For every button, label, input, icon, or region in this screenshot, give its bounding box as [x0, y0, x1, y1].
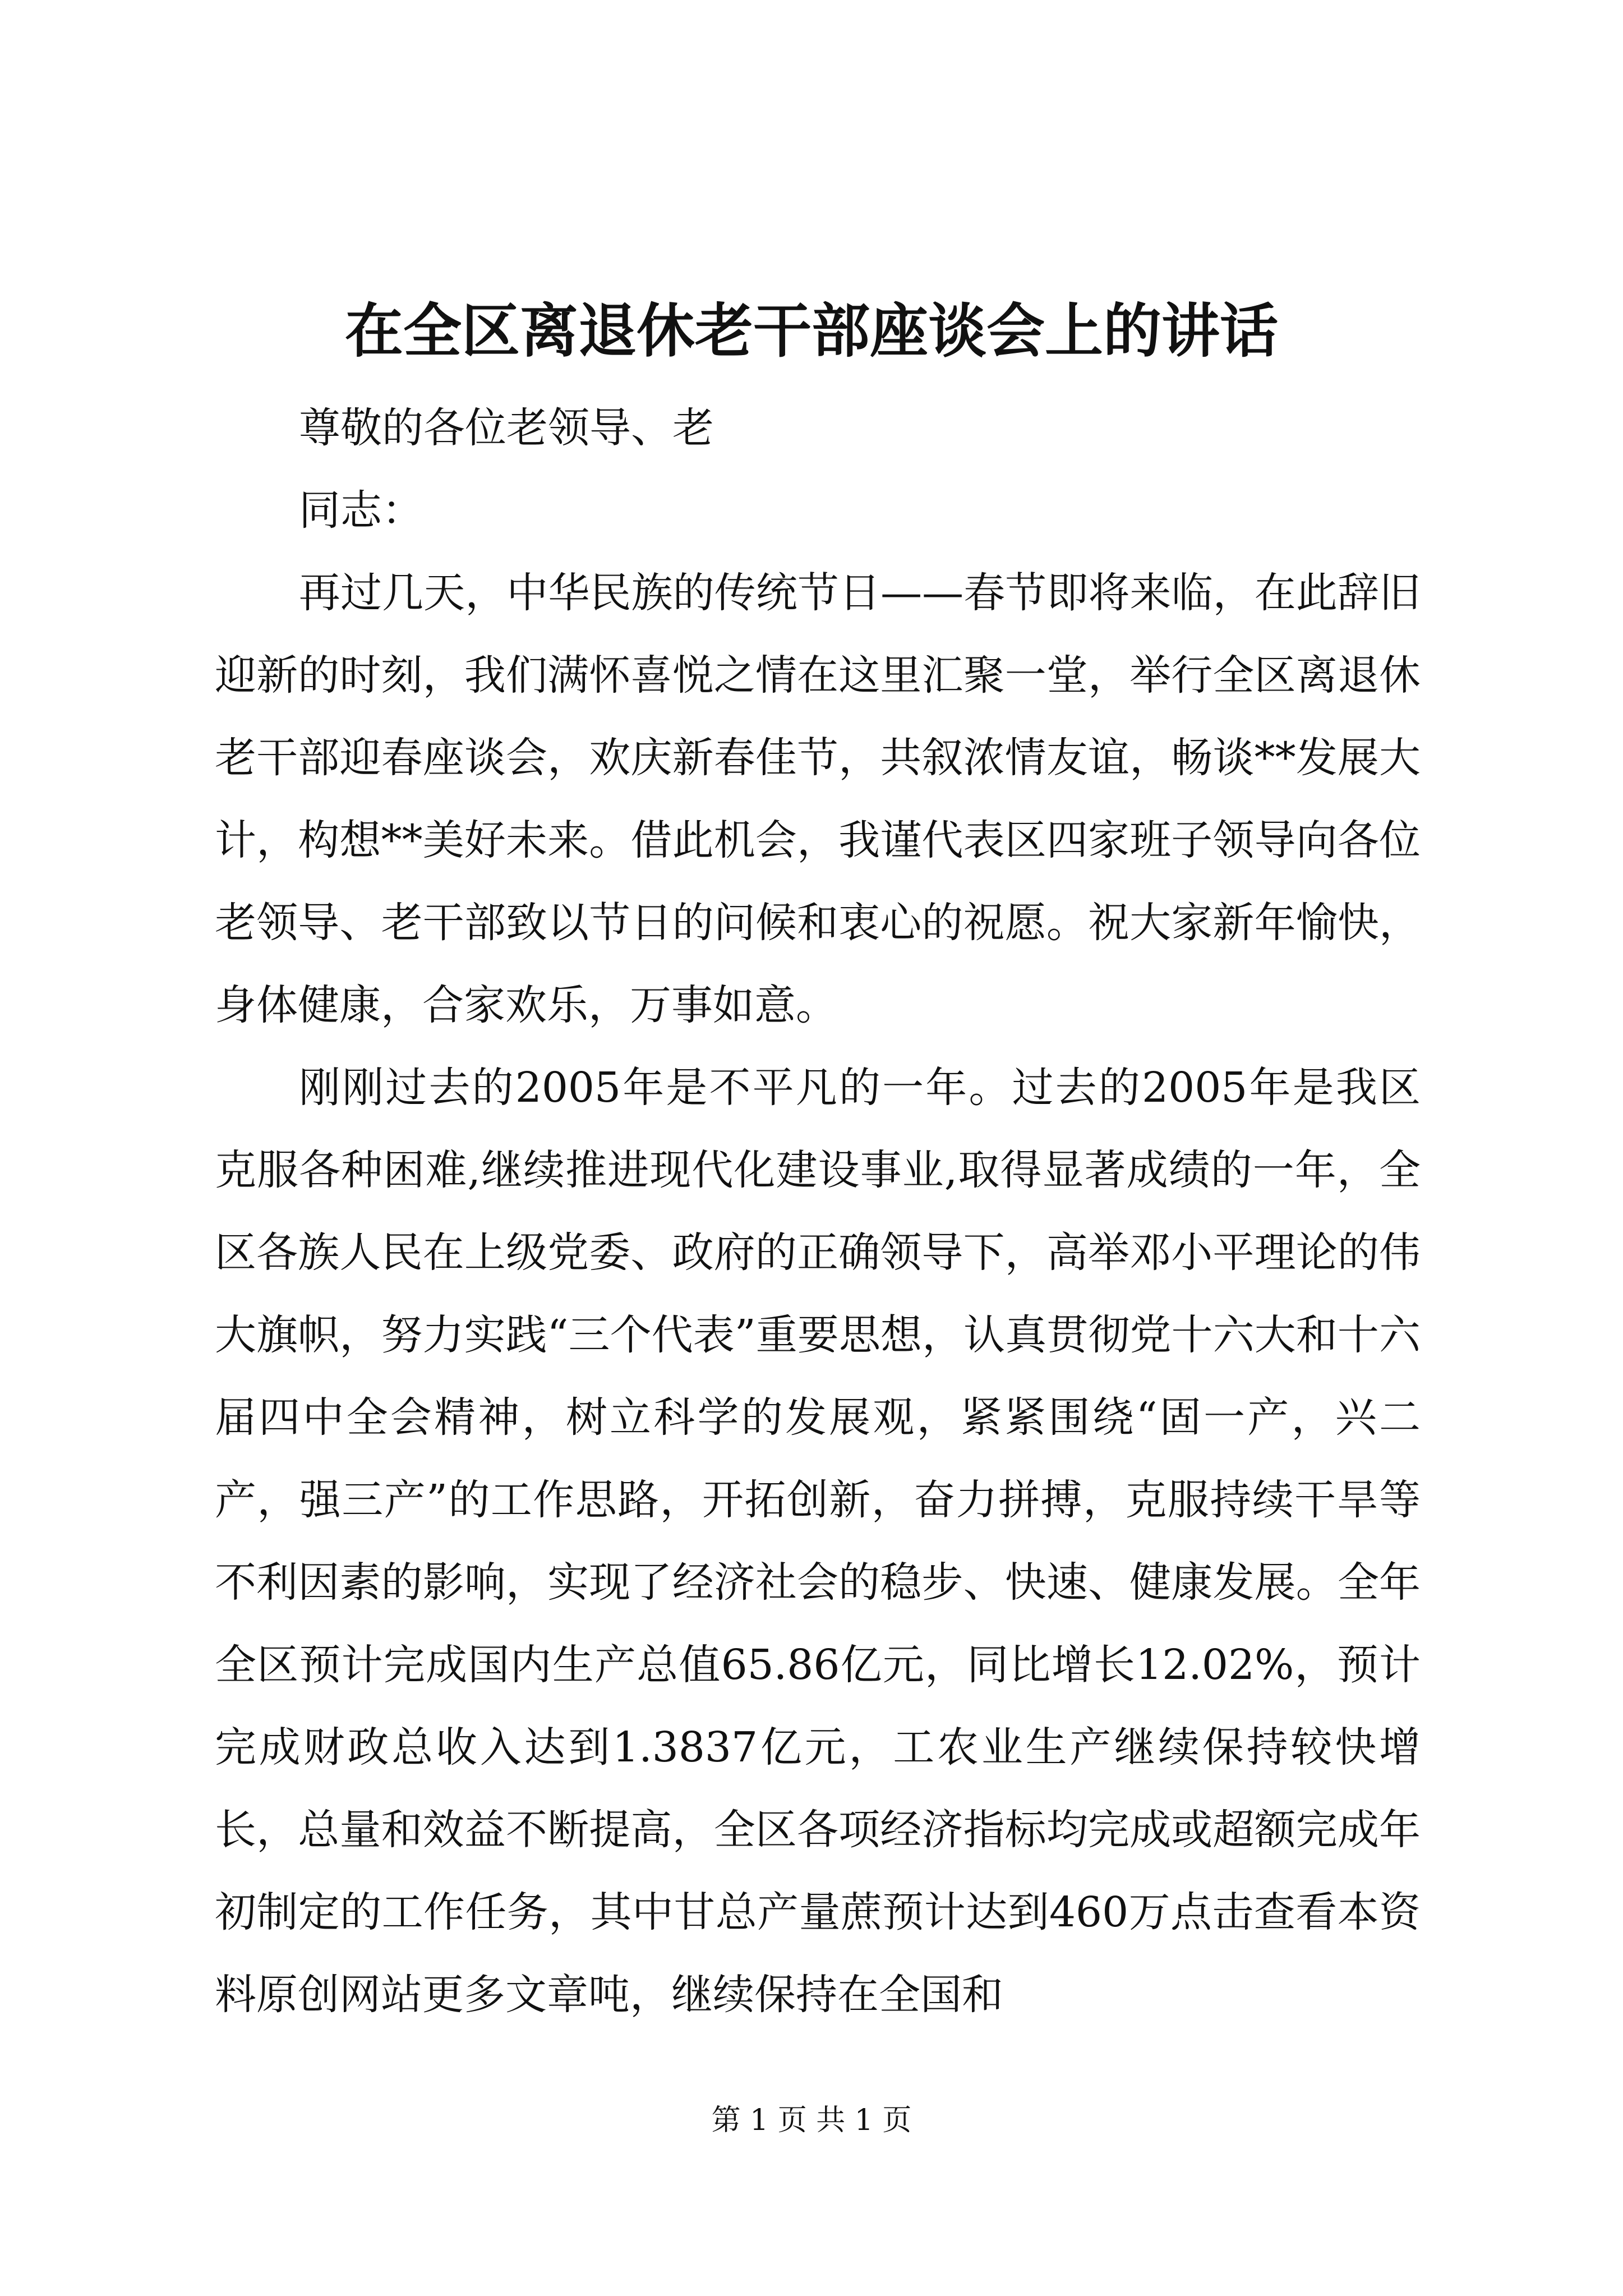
document-title: 在全区离退休老干部座谈会上的讲话 [344, 296, 1278, 365]
page-footer: 第 1 页 共 1 页 [711, 2104, 912, 2137]
body-paragraph-2: 刚刚过去的2005年是不平凡的一年。过去的2005年是我区克服各种困难,继续推进现代化建设事业,取得显著成绩的一年，全区各族人民在上级党委、政府的正确领导下，高举邓小平理论的伟大旗帜，努力实践“三个代表”重要思想，认真贯彻党十六大和十六届四中全会精神，树立科学的发展观，紧紧围绕“固一产，兴二产，强三产”的工作思路，开拓创新，奋力拼搏，克服持续干旱等不利因素的影响，实现了经济社会的稳步、快速、健康发展。全年全区预计完成国内生产总值65.86亿元，同比增长12.02%，预计完成财政总收入达到1.3837亿元，工农业生产继续保持较快增长，总量和效益不断提高，全区各项经济指标均完成或超额完成年初制定的工作任务，其中甘总产量蔗预计达到460万点击查看本资料原创网站更多文章吨，继续保持在全国和 [215, 1064, 1421, 2019]
salutation-line-2: 同志： [299, 486, 423, 535]
salutation-line-1: 尊敬的各位老领导、老 [299, 404, 714, 452]
document-body [215, 387, 1421, 2036]
body-paragraph-1: 再过几天，中华民族的传统节日——春节即将来临，在此辞旧迎新的时刻，我们满怀喜悦之情在这里汇聚一堂，举行全区离退休老干部迎春座谈会，欢庆新春佳节，共叙浓情友谊，畅谈**发展大计，构想**美好未来。借此机会，我谨代表区四家班子领导向各位老领导、老干部致以节日的问候和衷心的祝愿。祝大家新年愉快，身体健康，合家欢乐，万事如意。 [215, 569, 1421, 1029]
